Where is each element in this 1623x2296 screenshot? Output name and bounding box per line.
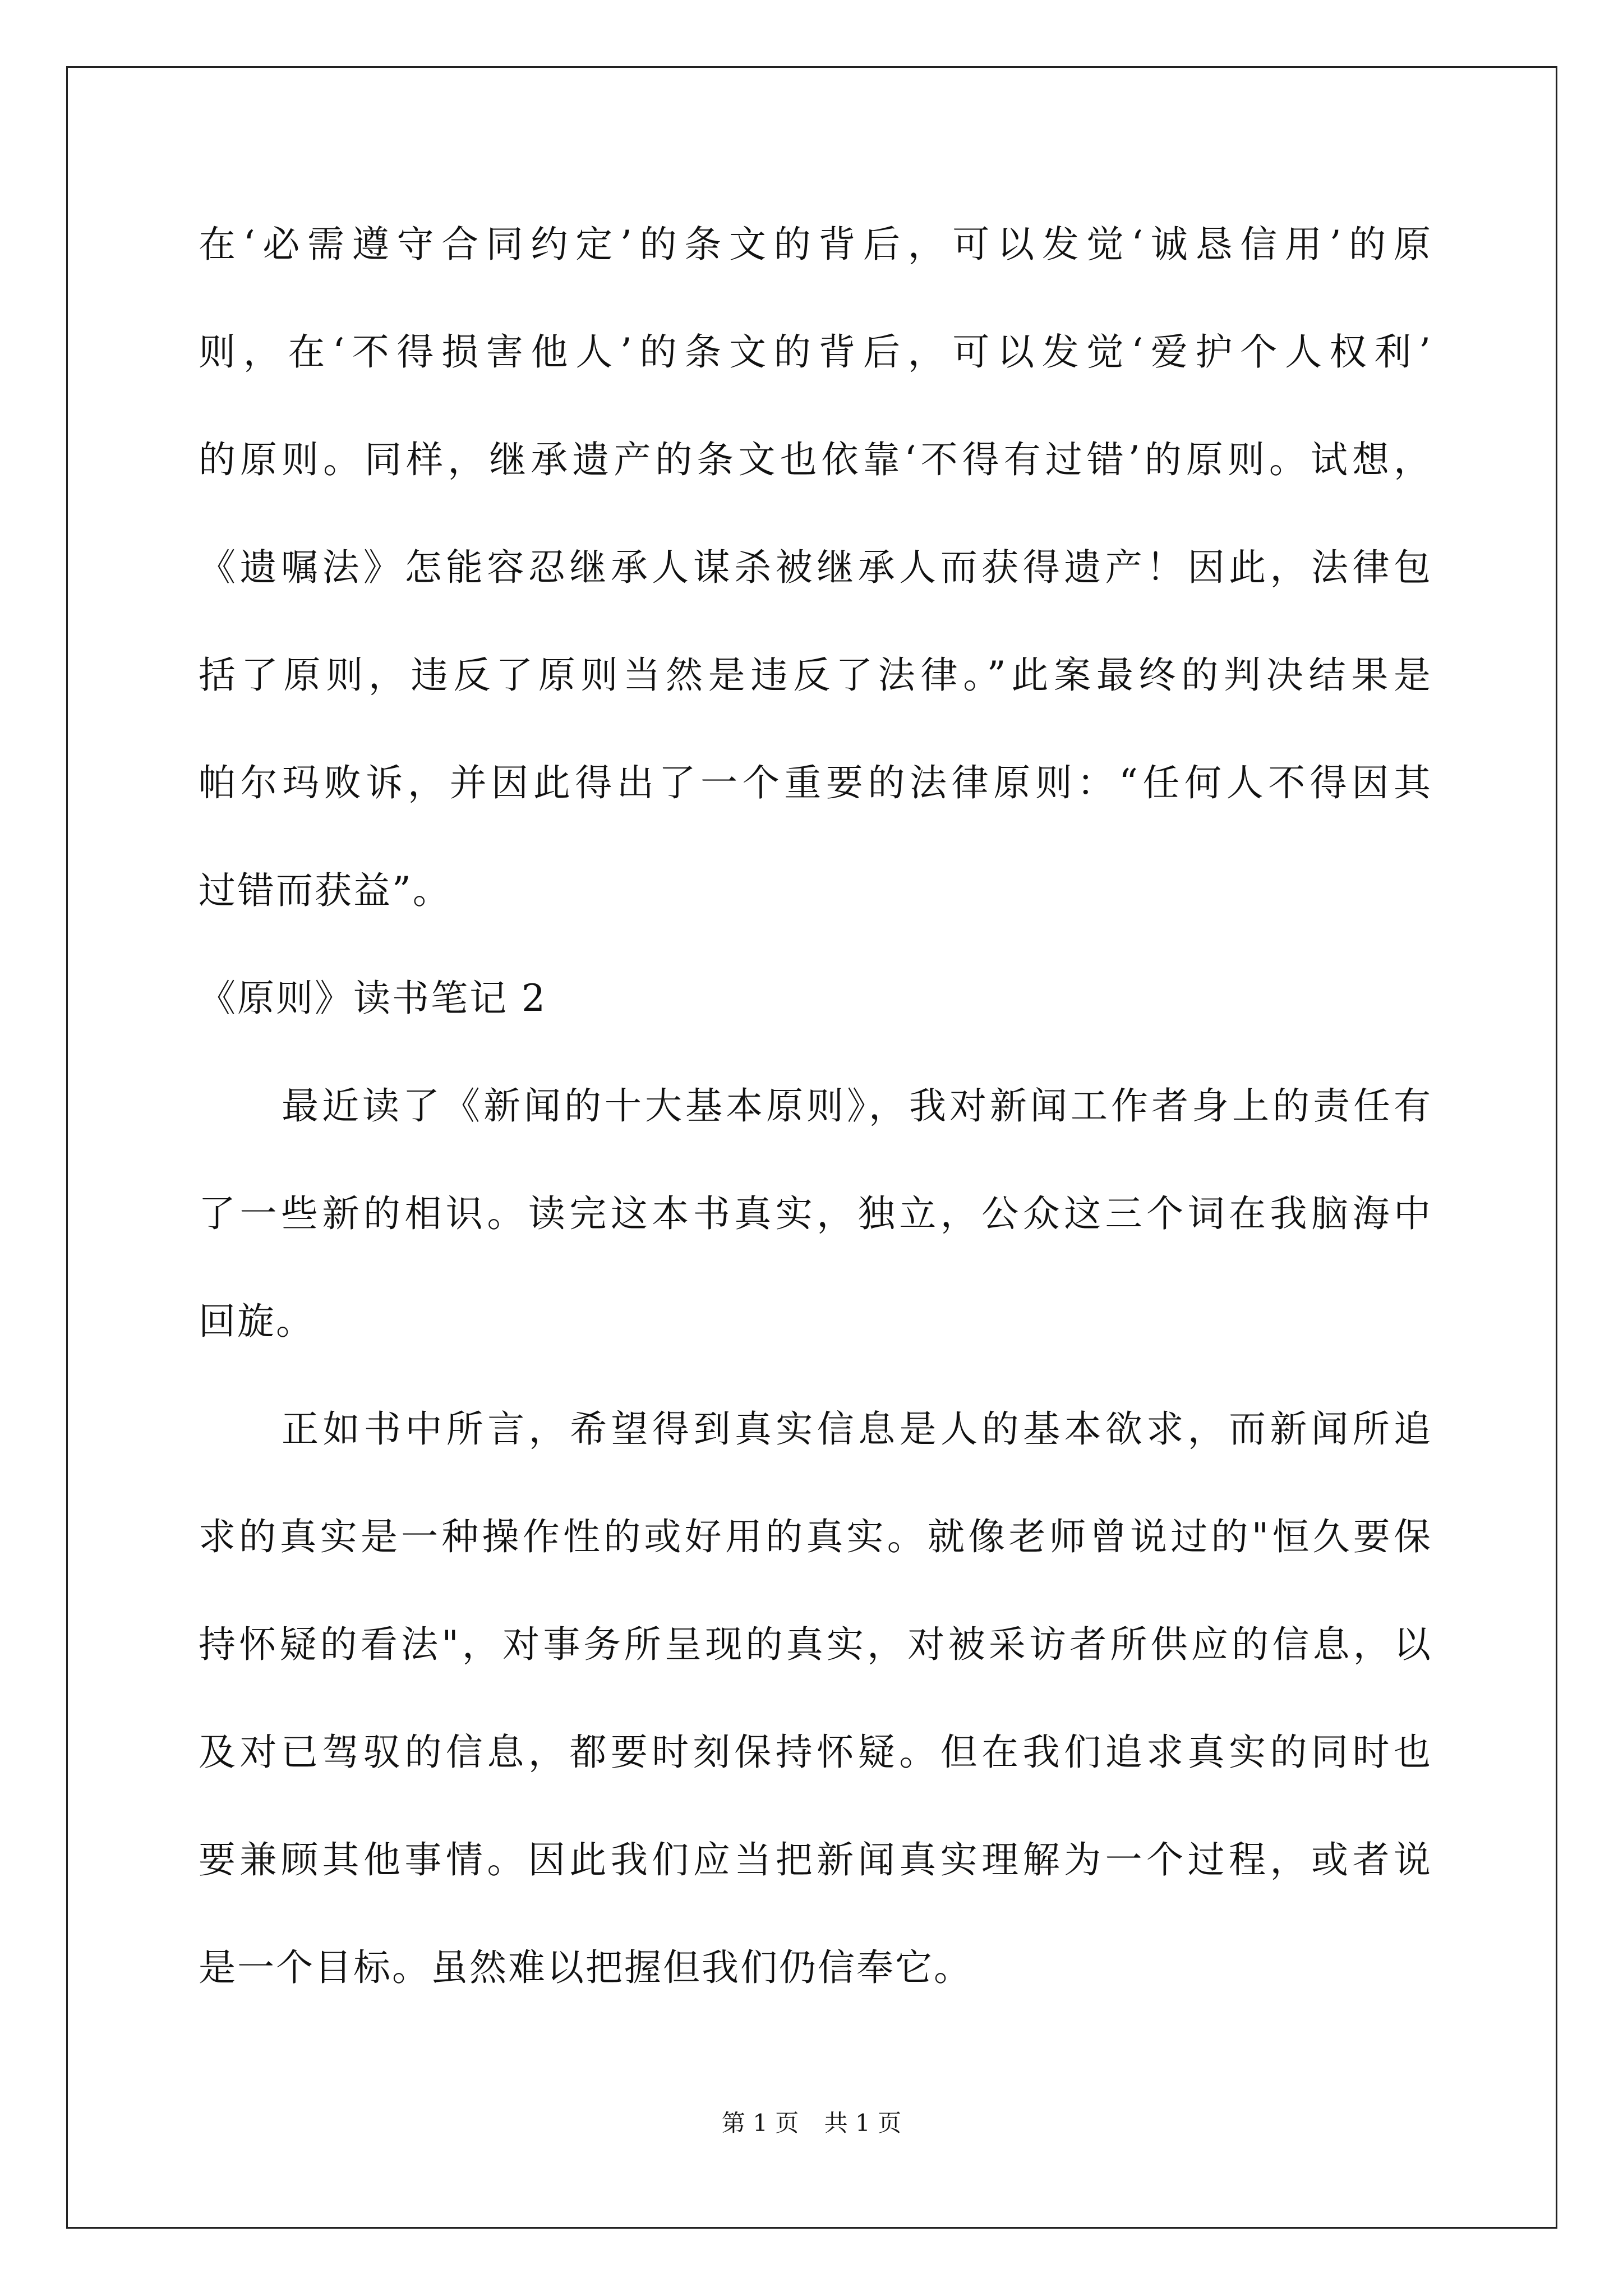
text-line: 要兼顾其他事情。因此我们应当把新闻真实理解为一个过程，或者说 — [199, 1838, 1432, 1881]
document-body — [199, 218, 1432, 2049]
text-line: 持怀疑的看法"，对事务所呈现的真实，对被采访者所供应的信息，以 — [199, 1623, 1432, 1666]
page-number: 第 1 页 — [721, 2109, 799, 2137]
text-line: 过错而获益”。 — [199, 869, 451, 912]
text-line: 回旋。 — [199, 1300, 315, 1343]
page-total: 共 1 页 — [824, 2109, 902, 2137]
text-line: 在‘必需遵守合同约定’的条文的背后，可以发觉‘诚恳信用’的原 — [199, 223, 1432, 266]
paragraph-first-line: 最近读了《新闻的十大基本原则》，我对新闻工作者身上的责任有 — [282, 1084, 1432, 1128]
text-line: 求的真实是一种操作性的或好用的真实。就像老师曾说过的"恒久要保 — [199, 1515, 1432, 1558]
text-line: 是一个目标。虽然难以把握但我们仍信奉它。 — [199, 1946, 972, 1989]
text-line: 的原则。同样，继承遗产的条文也依靠‘不得有过错’的原则。试想， — [199, 438, 1432, 481]
text-line: 则，在‘不得损害他人’的条文的背后，可以发觉‘爱护个人权利’ — [199, 330, 1432, 374]
text-line: 《遗嘱法》怎能容忍继承人谋杀被继承人而获得遗产！因此，法律包 — [199, 546, 1432, 589]
text-line: 括了原则，违反了原则当然是违反了法律。”此案最终的判决结果是 — [199, 654, 1432, 697]
text-line: 帕尔玛败诉，并因此得出了一个重要的法律原则：“任何人不得因其 — [199, 761, 1432, 804]
text-line: 及对已驾驭的信息，都要时刻保持怀疑。但在我们追求真实的同时也 — [199, 1731, 1432, 1774]
text-line: 了一些新的相识。读完这本书真实，独立，公众这三个词在我脑海中 — [199, 1192, 1432, 1235]
paragraph-first-line: 正如书中所言，希望得到真实信息是人的基本欲求，而新闻所追 — [282, 1407, 1432, 1451]
page-footer — [0, 2106, 1623, 2140]
section-heading: 《原则》读书笔记 2 — [199, 977, 547, 1020]
